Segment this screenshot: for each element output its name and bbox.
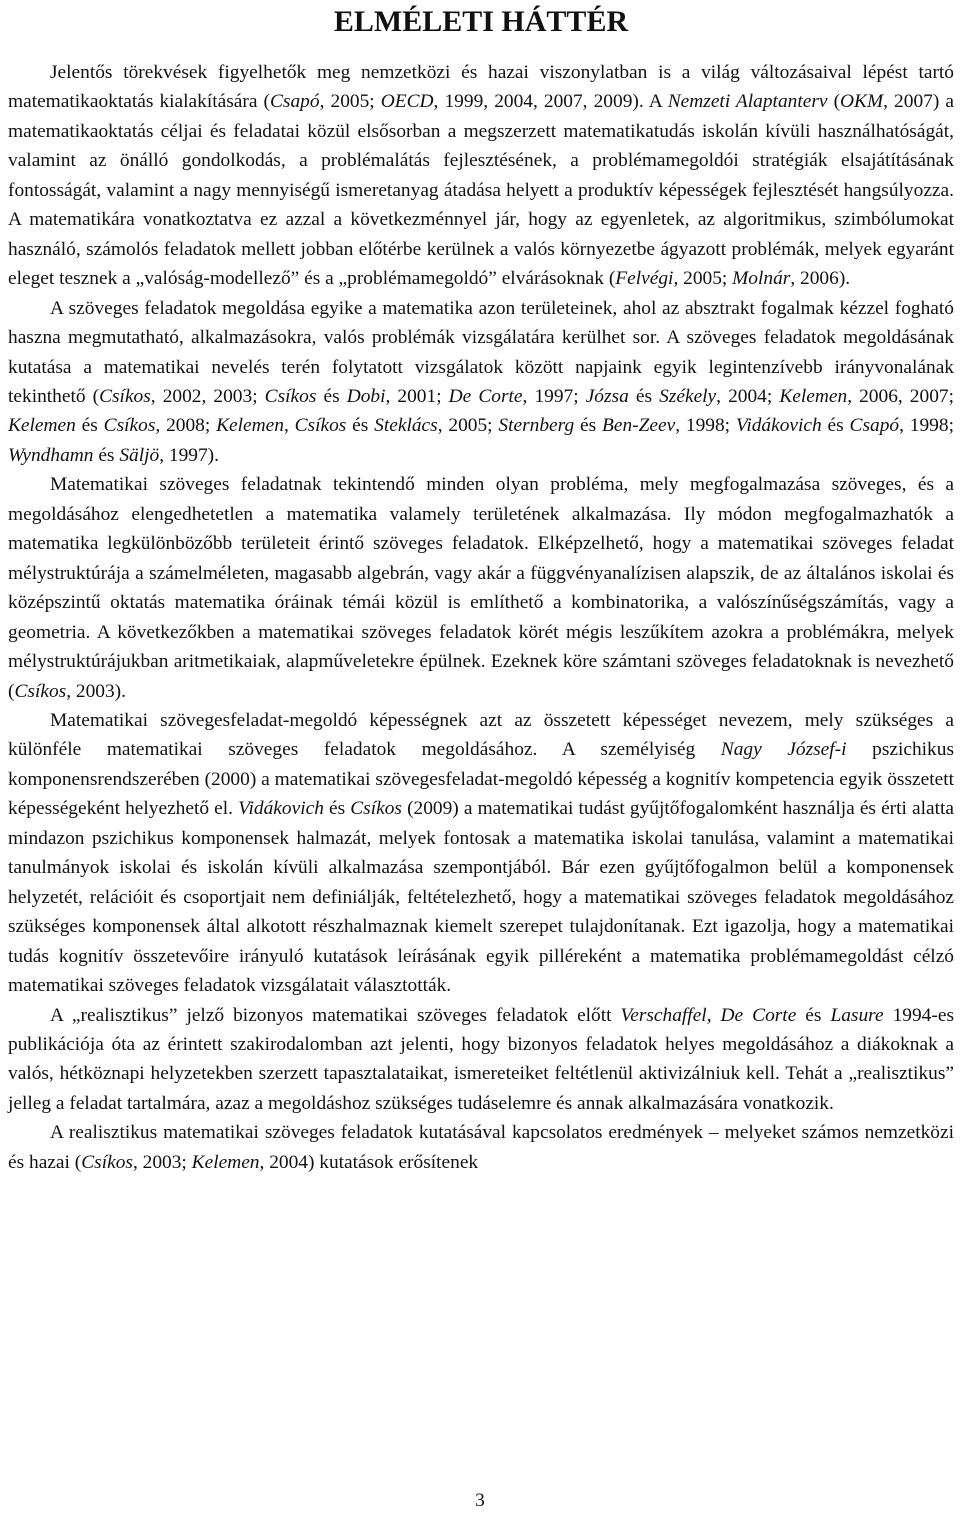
page-number: 3 [475,1490,485,1511]
citation-text: Säljö [119,444,160,466]
citation-text: Molnár [732,268,791,290]
body-text: , 2006, 2007; [847,385,954,407]
body-text: és [75,415,104,437]
citation-text: OKM [840,91,884,113]
body-text: ( [827,91,841,113]
paragraph-6 [8,1118,954,1177]
body-text: Jelentős törekvések figyelhetők meg nemzetközi és hazai viszonylatban is a világ változásaival lépést tartó matematikaoktatás kialakítására ( [8,62,954,113]
citation-text: Nemzeti Alaptanterv [667,91,828,113]
citation-text: De Corte [448,385,523,407]
body-text: , 2002, 2003; [150,385,265,407]
body-text: , 2004; [716,385,780,407]
citation-text: Vidákovich [735,415,822,437]
body-text: , 2004) kutatások erősítenek [259,1151,479,1173]
citation-text: Csíkos [99,385,151,407]
citation-text: Verschaffel, De Corte [620,1004,797,1026]
citation-text: Sternberg [498,415,575,437]
body-text: , 2006). [790,268,851,290]
body-text: és [628,385,660,407]
body-text: , 2008; [155,415,217,437]
citation-text: Csíkos [264,385,317,407]
paragraph-2 [8,294,954,471]
body-text: , 1998; [675,415,736,437]
body-text: , 1999, 2004, 2007, 2009). A [433,91,668,113]
body-text: A „realisztikus” jelző bizonyos matematikai szöveges feladatok előtt [50,1004,621,1026]
citation-text: Csíkos [14,680,67,702]
citation-text: Lasure [830,1004,884,1026]
citation-text: Ben-Zeev [602,415,676,437]
citation-text: Kelemen [216,415,284,437]
body-text: A realisztikus matematikai szöveges feladatok kutatásával kapcsolatos eredmények – melyeket számos nemzetközi és hazai ( [8,1122,954,1173]
citation-text: Kelemen [191,1151,260,1173]
body-text: , 2003; [132,1151,192,1173]
body-text: és [316,385,347,407]
body-text: , 2005; [437,415,499,437]
citation-text: Csíkos [103,415,156,437]
body-text: , 1997). [159,444,219,466]
citation-text: Csíkos [81,1151,133,1173]
body-text: , 2007) a matematikaoktatás céljai és feladatai közül elsősorban a megszerzett matematikatudás iskolán kívüli használhatóságát, valamint az önálló gondolkodás, a problémalátás fejlesztésének, a problémamegoldói stratégiák elsajátításának fontosságát, valamint a nagy mennyiségű ismeretanyag átadása helyett a produktív képességek fejlesztését hangsúlyozza. A matematikára vonatkoztatva ez azzal a következménnyel jár, hogy az egyenletek, az algoritmikus, szimbólumokat használó, számolós feladatok mellett jobban előtérbe kerülnek a valós környezetbe ágyazott problémák, melyek egyaránt eleget tesznek a „valóság-modellező” és a „problémamegoldó” elvárásoknak ( [8,91,954,290]
body-text: A szöveges feladatok megoldása egyike a matematika azon területeinek, ahol az absztrakt fogalmak kézzel fogható haszna megmutatható, alkalmazásokra, valós problémák vizsgálatára kerülhet sor. A szöveges feladatok megoldásának kutatása a matematikai nevelés terén folytatott vizsgálatok között napjaink egyik legintenzívebb irányvonalának tekinthető ( [8,297,954,407]
citation-text: Wyndhamn [8,444,94,466]
body-text: pszichikus komponensrendszerében (2000) a matematikai szövegesfeladat-megoldó képesség a kognitív kompetencia egyik összetett képességeként helyezhető el. [8,739,954,820]
body-text: és [323,798,351,820]
citation-text: OECD [380,91,434,113]
citation-text: Steklács [374,415,438,437]
body-text: , 2003). [66,680,126,702]
paragraph-4 [8,706,954,1001]
body-text: , [283,415,295,437]
body-text: , 2005; [673,268,733,290]
citation-text: Dobi [346,385,386,407]
citation-text: Józsa [585,385,629,407]
citation-text: Csapó [269,91,320,113]
paragraph-3 [8,470,954,706]
body-text: , 2005; [319,91,381,113]
citation-text: Nagy József-i [720,739,847,761]
body-text: és [821,415,850,437]
body-text: , 2001; [385,385,449,407]
body-text: 1994-es publikációja óta az érintett szakirodalomban azt jelenti, hogy bizonyos feladatok helyes megoldásához a diákoknak a valós, hétköznapi helyzetekben szerzett tapasztalataikat, ismereteiket feltétlenül aktivizálniuk kell. Tehát a „realisztikus” jelleg a feladat tartalmára, azaz a megoldáshoz szükséges tudáselemre és annak alkalmazására vonatkozik. [8,1004,954,1114]
citation-text: Székely [659,385,717,407]
body-text: és [346,415,375,437]
paragraph-1 [8,58,954,294]
body-text: Matematikai szövegesfeladat-megoldó képességnek azt az összetett képességet nevezem, mely szükséges a különféle matematikai szöveges feladatok megoldásához. A személyiség [8,709,954,761]
citation-text: Kelemen [779,385,848,407]
citation-text: Kelemen [8,415,76,437]
section-title: ELMÉLETI HÁTTÉR [333,5,629,38]
body-text: , 1997; [522,385,586,407]
body-text: Matematikai szöveges feladatnak tekintendő minden olyan probléma, mely megfogalmazása szöveges, és a megoldásához elengedhetetlen a matematika valamely területének alkalmazása. Ily módon megfogalmazhatók a matematika legkülönbözőbb területeit érintő szöveges feladatok. Elképzelhető, hogy a matematikai szöveges feladat mélystruktúrája a számelméleten, magasabb algebrán, vagy akár a függvényanalízisen alapszik, de az általános iskolai és középszintű oktatás matematika óráinak témái közül is említhető a kombinatorika, a valószínűségszámítás, vagy a geometria. A következőkben a matematikai szöveges feladatok körét mégis leszűkítem azokra a problémákra, melyek mélystruktúrájukban aritmetikaiak, alapműveletekre épülnek. Ezeknek köre számtani szöveges feladatoknak is nevezhető ( [8,474,954,702]
paragraph-5 [8,1001,954,1119]
citation-text: Csíkos [350,798,402,820]
body-text: , 1998; [899,415,954,437]
citation-text: Vidákovich [238,798,324,820]
body-text: és [796,1004,831,1026]
citation-text: Csíkos [294,415,347,437]
citation-text: Felvégi [615,268,674,290]
body-text: és [93,444,120,466]
body-text: (2009) a matematikai tudást gyűjtőfogalomként használja és érti alatta mindazon pszichikus komponensek halmazát, melyek fontosak a matematika iskolai tanulása, valamint a matematikai tanulmányok iskolai és iskolán kívüli alkalmazása szempontjából. Bár ezen gyűjtőfogalmon belül a komponensek helyzetét, relációit és csoportjait nem definiálják, feltételezhető, hogy a matematikai szöveges feladatok megoldásához szükséges komponensek által alkotott részhalmaznak kiemelt szerepet tulajdonítanak. Ezt igazolja, hogy a matematikai tudás kognitív összetevőire irányuló kutatások leírásának egyik pilléreként a matematika problémamegoldást célzó matematikai szöveges feladatok vizsgálatait választották. [8,798,954,997]
citation-text: Csapó [849,415,900,437]
body-text: és [574,415,602,437]
